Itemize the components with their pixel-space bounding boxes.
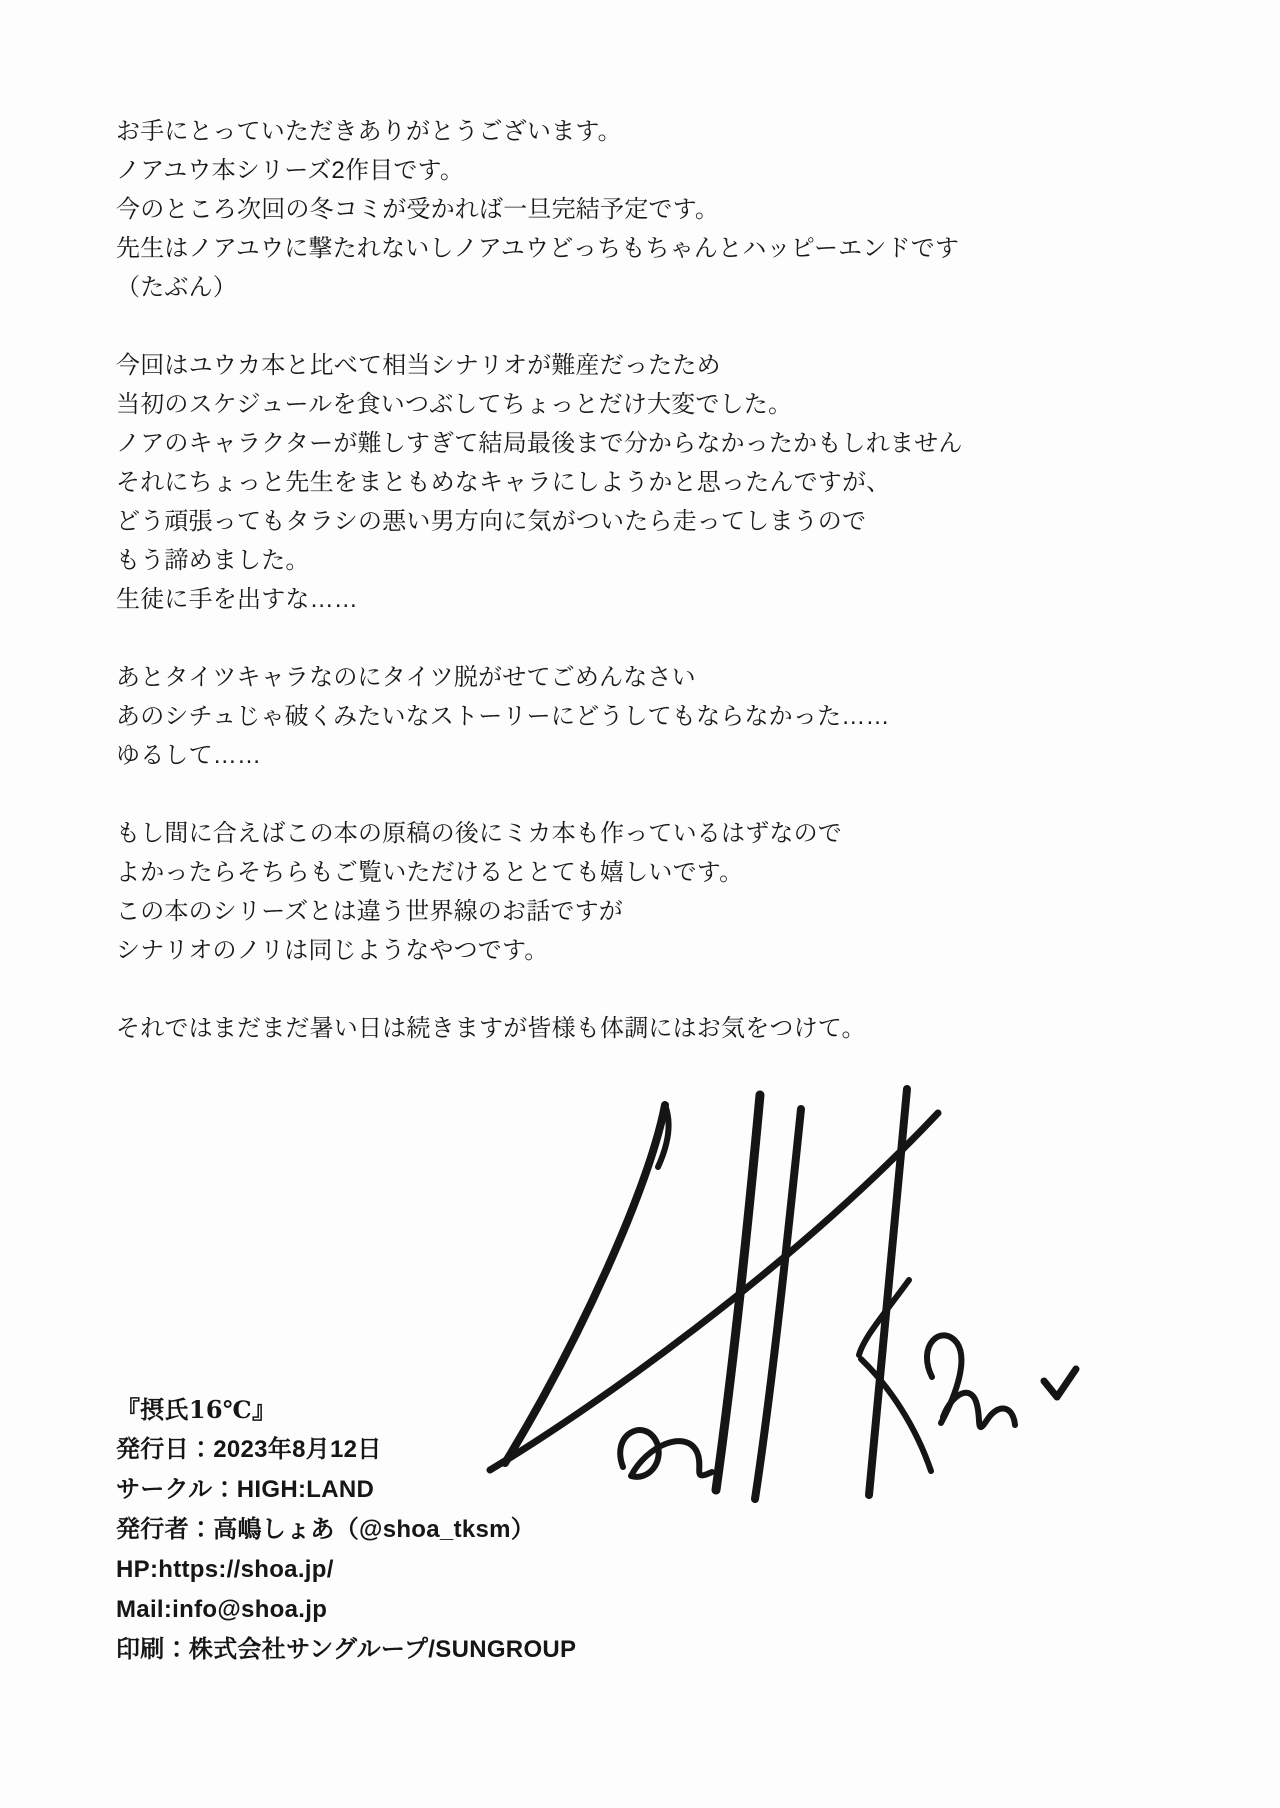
colophon-printer: 印刷：株式会社サングループ/SUNGROUP [116, 1636, 577, 1663]
text-line: 当初のスケジュールを食いつぶしてちょっとだけ大変でした。 [116, 391, 793, 418]
colophon-publish-date: 発行日：2023年8月12日 [116, 1436, 382, 1463]
colophon-hp-url: HP:https://shoa.jp/ [116, 1556, 334, 1583]
text-line: もう諦めました。 [116, 547, 310, 574]
text-line: 今回はユウカ本と比べて相当シナリオが難産だったため [116, 352, 721, 379]
paragraph-next-book [116, 814, 1196, 970]
text-line: あのシチュじゃ破くみたいなストーリーにどうしてもならなかった…… [116, 703, 890, 730]
text-line: もし間に合えばこの本の原稿の後にミカ本も作っているはずなので [116, 820, 842, 847]
text-line: 先生はノアユウに撃たれないしノアユウどっちもちゃんとハッピーエンドです [116, 235, 960, 262]
text-line: よかったらそちらもご覧いただけるととても嬉しいです。 [116, 859, 744, 886]
text-line: シナリオのノリは同じようなやつです。 [116, 937, 549, 964]
text-line: それにちょっと先生をまともめなキャラにしようかと思ったんですが、 [116, 469, 891, 496]
text-line: 今のところ次回の冬コミが受かれば一旦完結予定です。 [116, 196, 720, 223]
text-line: ノアのキャラクターが難しすぎて結局最後まで分からなかったかもしれません [116, 430, 963, 457]
text-line: 生徒に手を出すな…… [116, 586, 358, 613]
paragraph-closing [116, 1009, 1196, 1048]
text-line: この本のシリーズとは違う世界線のお話ですが [116, 898, 623, 925]
paragraph-production-notes [116, 346, 1196, 619]
text-line: お手にとっていただきありがとうございます。 [116, 118, 622, 145]
text-line: あとタイツキャラなのにタイツ脱がせてごめんなさい [116, 664, 696, 691]
book-title: 『摂氏16℃』 [116, 1395, 277, 1424]
colophon-circle: サークル：HIGH:LAND [116, 1476, 375, 1503]
afterword-text [116, 112, 1196, 1048]
colophon-publisher: 発行者：高嶋しょあ（@shoa_tksm） [116, 1516, 536, 1543]
text-line: ゆるして…… [116, 742, 262, 769]
paragraph-apology [116, 658, 1196, 775]
text-line: ノアユウ本シリーズ2作目です。 [116, 157, 465, 184]
text-line: どう頑張ってもタラシの悪い男方向に気がついたら走ってしまうので [116, 508, 867, 535]
text-line: （たぶん） [116, 274, 237, 301]
paragraph-greeting [116, 112, 1196, 307]
text-line: それではまだまだ暑い日は続きますが皆様も体調にはお気をつけて。 [116, 1015, 866, 1042]
colophon-mail-address: Mail:info@shoa.jp [116, 1596, 328, 1623]
colophon [116, 1390, 576, 1670]
